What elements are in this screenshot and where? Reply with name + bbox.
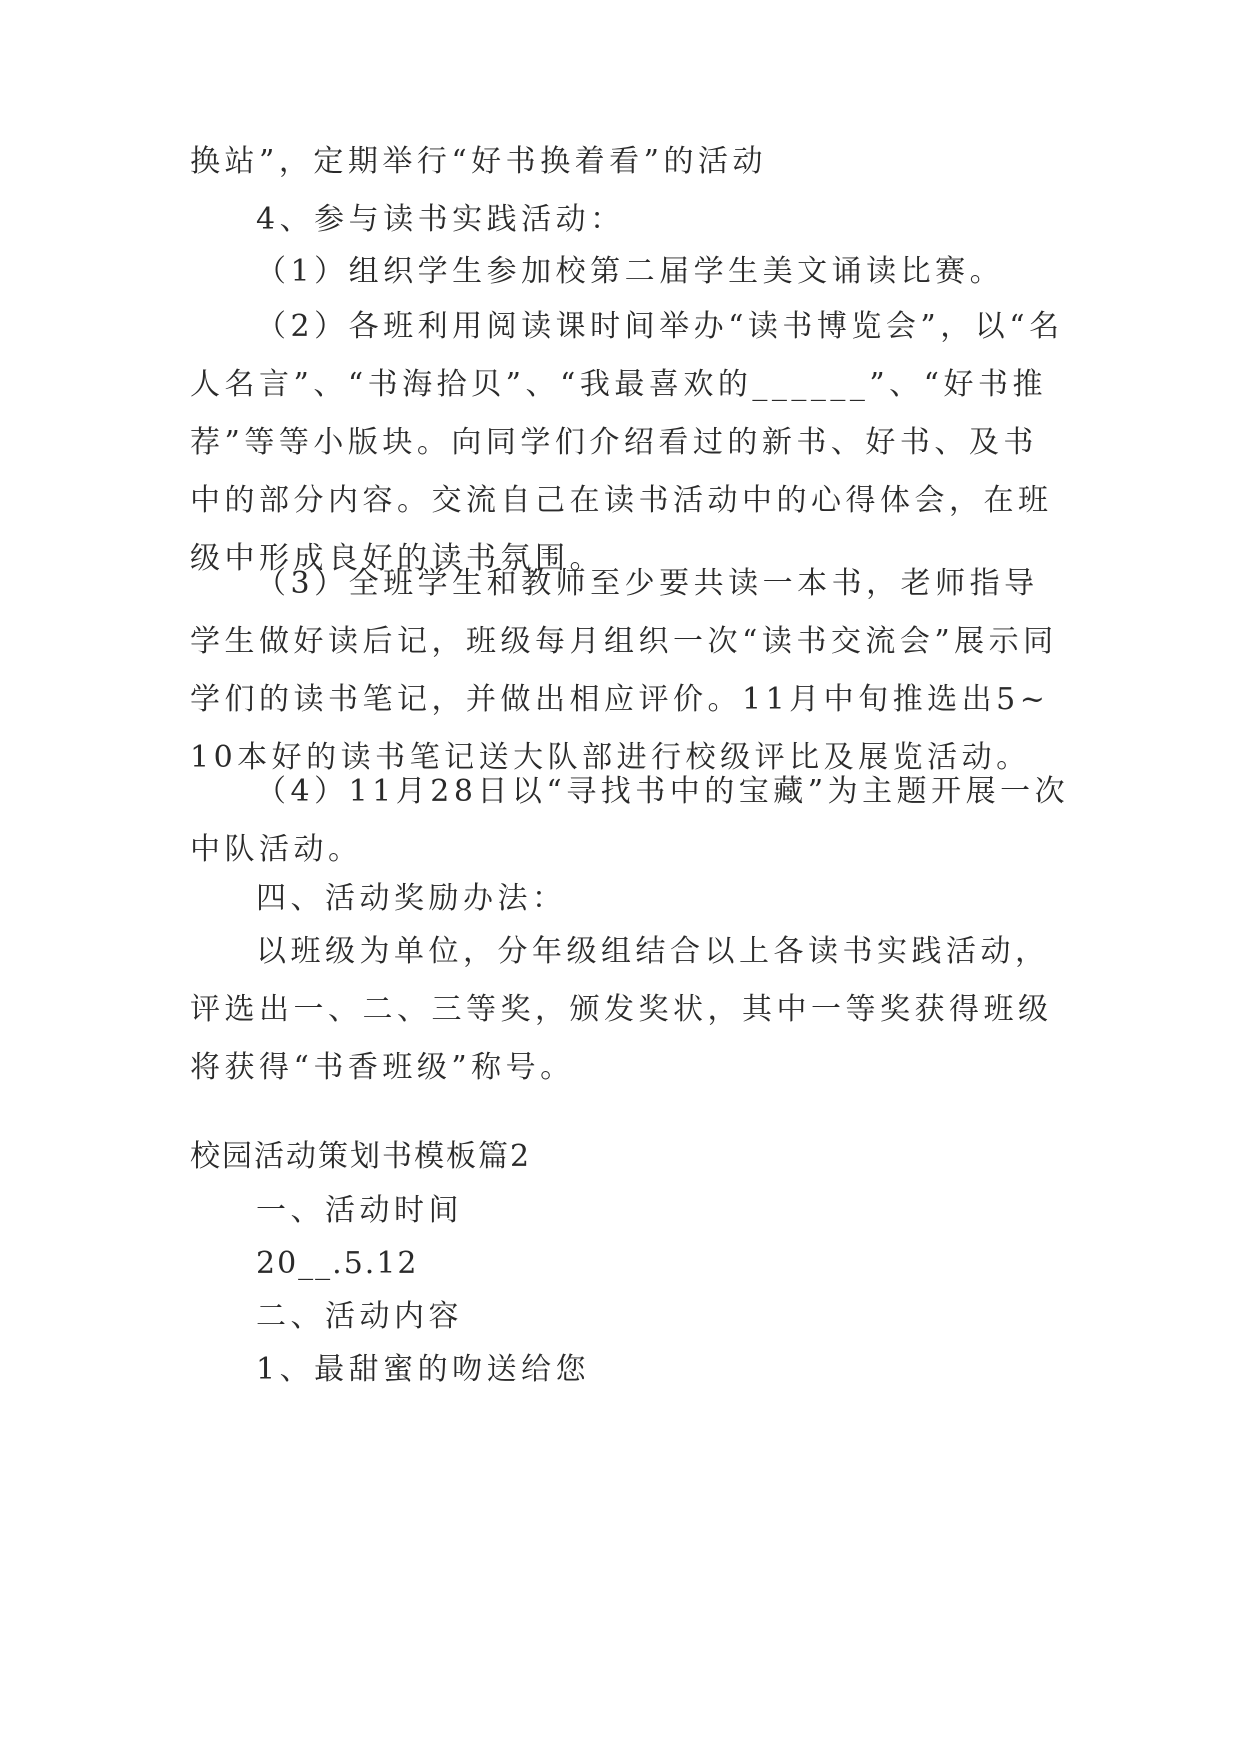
activity-time-heading: 一、活动时间 <box>256 1193 463 1228</box>
section-2-title: 校园活动策划书模板篇2 <box>190 1139 532 1174</box>
item-4-heading: 4、参与读书实践活动： <box>256 202 625 237</box>
activity-content-heading: 二、活动内容 <box>256 1299 463 1334</box>
content-item-1: 1、最甜蜜的吻送给您 <box>256 1352 591 1387</box>
sub-item-1: （1）组织学生参加校第二届学生美文诵读比赛。 <box>256 254 1005 289</box>
reward-paragraph: 以班级为单位，分年级组结合以上各读书实践活动，评选出一、二、三等奖，颁发奖状，其中一等奖获得班级将获得“书香班级”称号。 <box>190 934 1053 1085</box>
sub-item-2: （2）各班利用阅读课时间举办“读书博览会”，以“名人名言”、“书海拾贝”、“我最喜欢的______”、“好书推荐”等等小版块。向同学们介绍看过的新书、好书、及书中的部分内容。交流自己在读书活动中的心得体会，在班级中形成良好的读书氛围。 <box>190 309 1064 576</box>
activity-time-value: 20__.5.12 <box>256 1246 419 1281</box>
sub-item-4: （4）11月28日以“寻找书中的宝藏”为主题开展一次中队活动。 <box>190 774 1070 867</box>
continued-paragraph: 换站”，定期举行“好书换着看”的活动 <box>190 144 768 179</box>
reward-heading: 四、活动奖励办法： <box>256 881 567 916</box>
sub-item-3: （3）全班学生和教师至少要共读一本书，老师指导学生做好读后记，班级每月组织一次“读书交流会”展示同学们的读书笔记，并做出相应评价。11月中旬推选出5~10本好的读书笔记送大队部进行校级评比及展览活动。 <box>190 566 1058 775</box>
